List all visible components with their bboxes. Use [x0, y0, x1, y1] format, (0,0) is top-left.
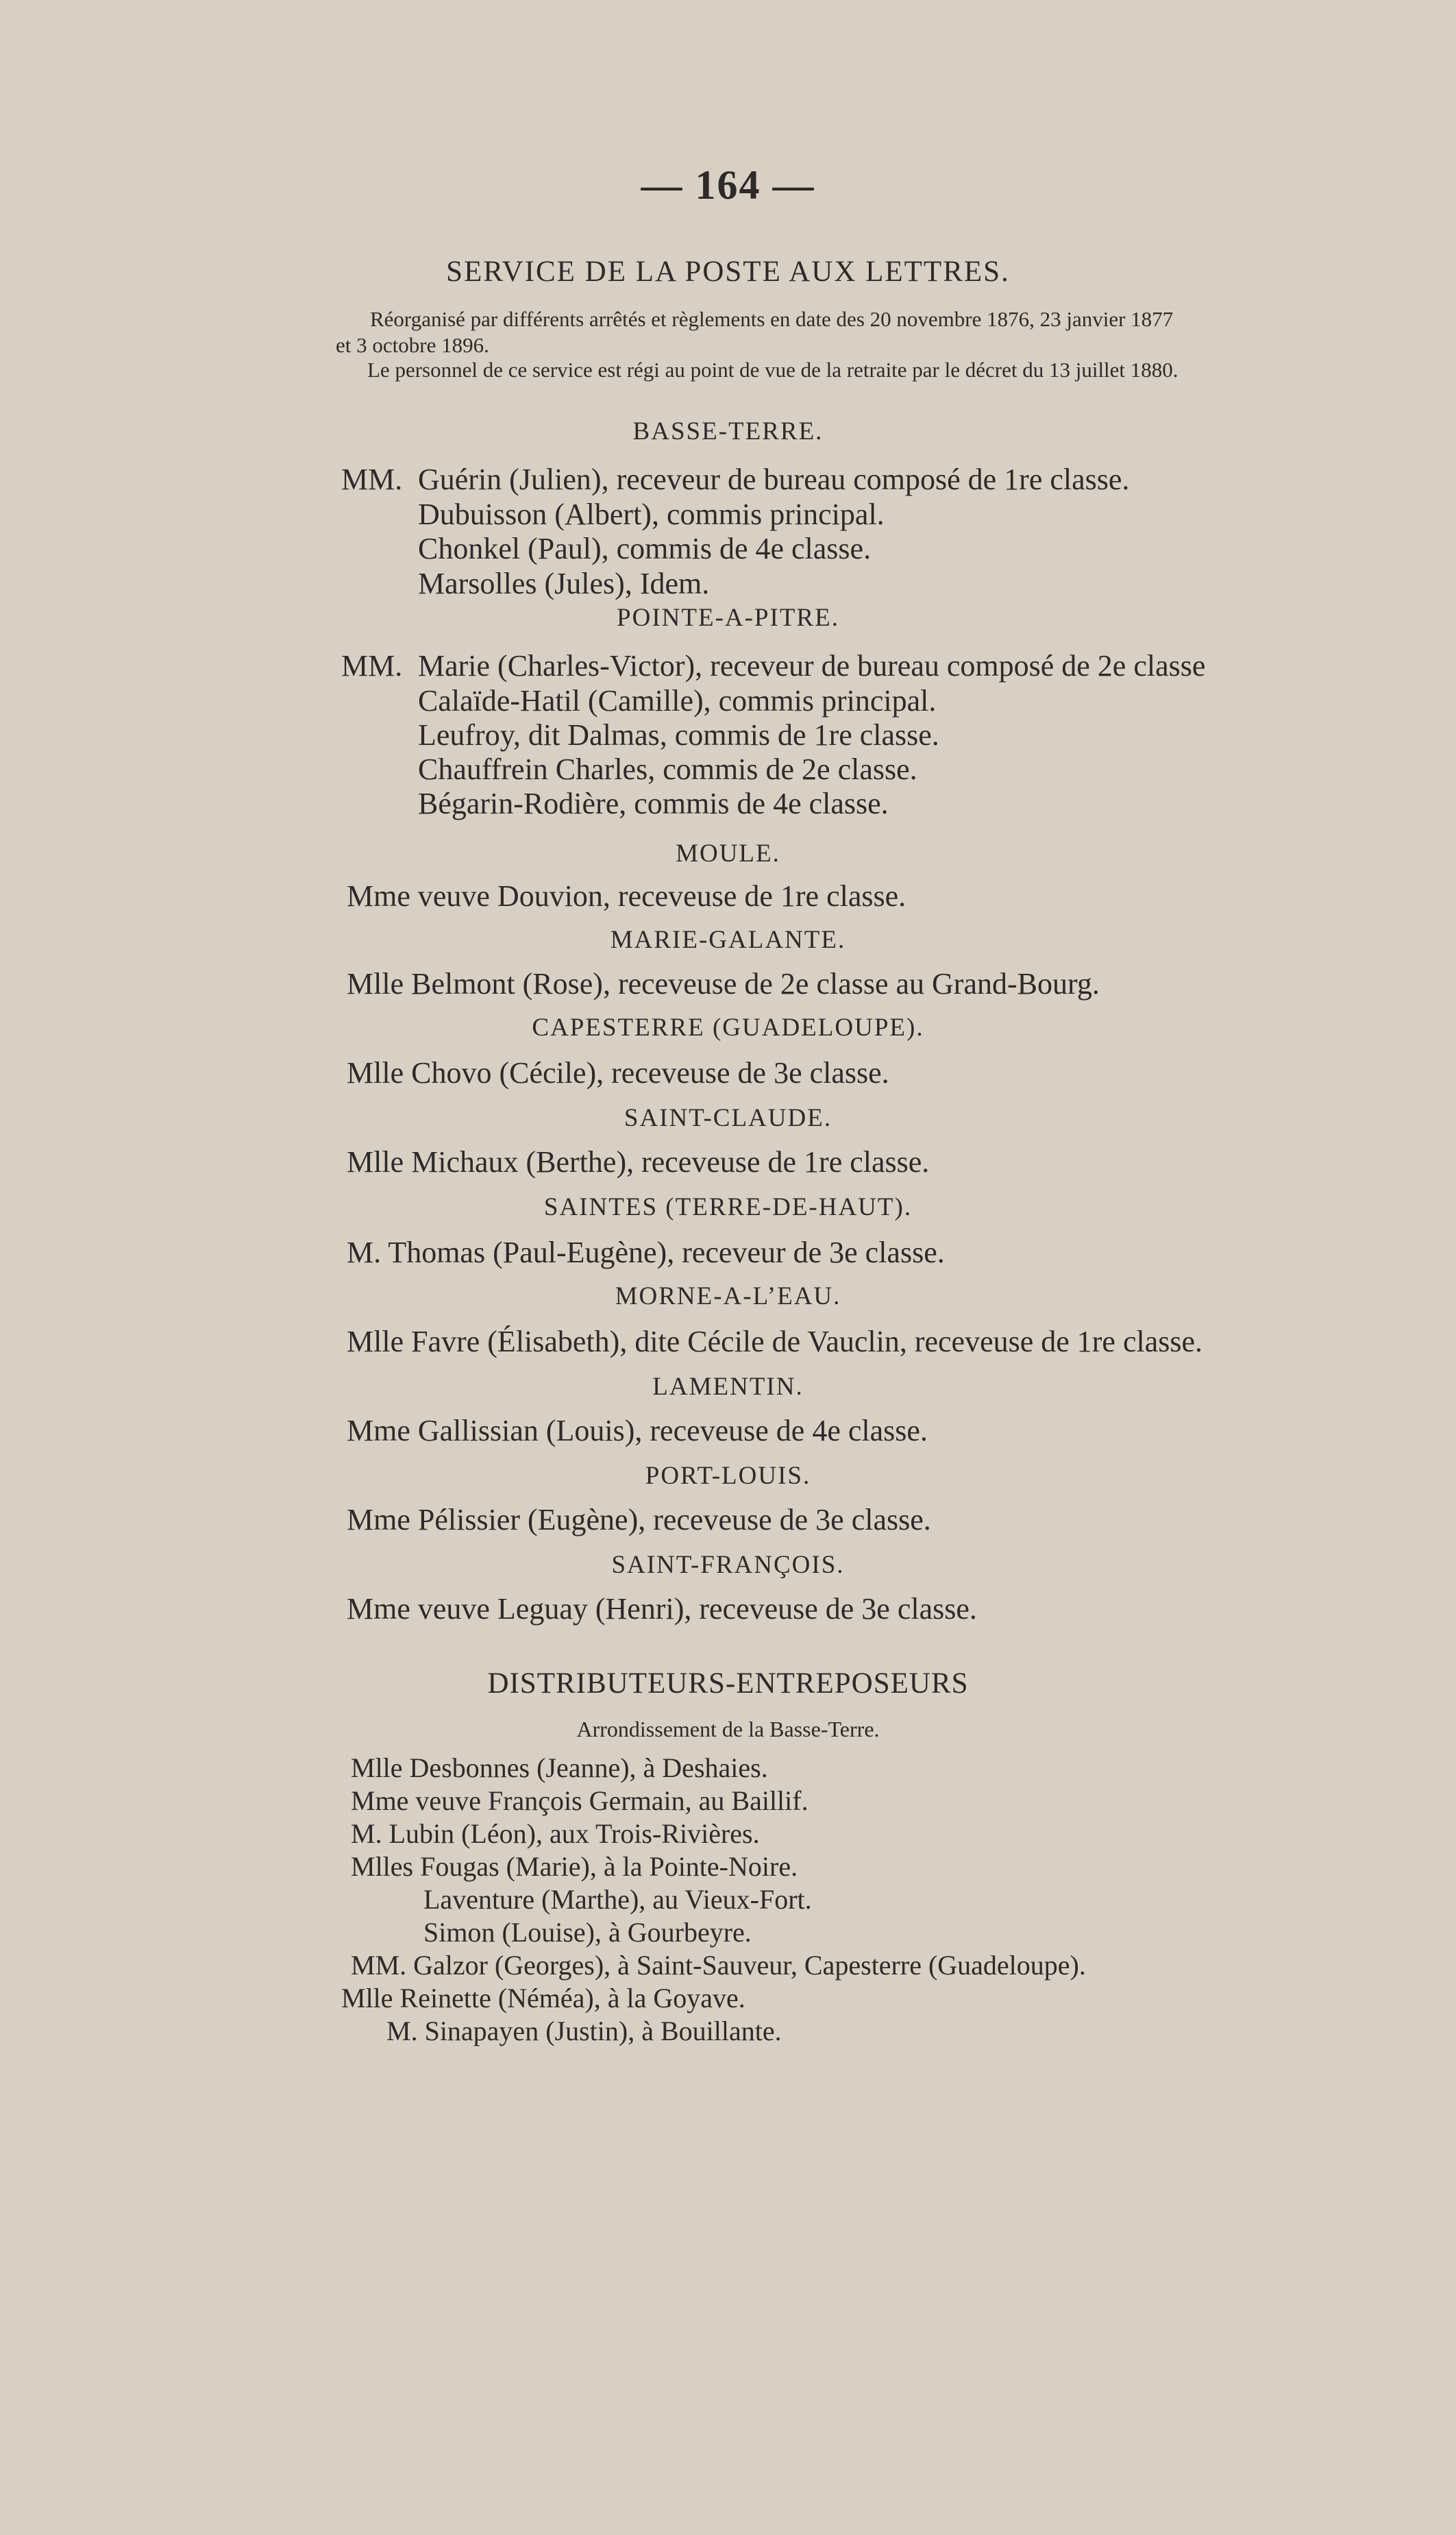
distributeur-line: Mlles Fougas (Marie), à la Pointe-Noire.: [351, 1851, 798, 1882]
entry-line: Mme Pélissier (Eugène), receveuse de 3e classe.: [347, 1503, 931, 1536]
section-saint-claude: SAINT-CLAUDE.: [624, 1104, 832, 1132]
entry-line: Mme veuve Leguay (Henri), receveuse de 3e classe.: [347, 1592, 977, 1626]
prefix-mm: MM.: [341, 649, 403, 683]
entry-line: Mlle Favre (Élisabeth), dite Cécile de Vauclin, receveuse de 1re classe.: [347, 1325, 1203, 1358]
entry-line: Chauffrein Charles, commis de 2e classe.: [418, 752, 917, 786]
section-lamentin: LAMENTIN.: [652, 1373, 804, 1401]
section-port-louis: PORT-LOUIS.: [645, 1462, 811, 1490]
entry-line: Chonkel (Paul), commis de 4e classe.: [418, 532, 872, 565]
section-saint-francois: SAINT-FRANÇOIS.: [611, 1551, 845, 1579]
distributeur-line: Laventure (Marthe), au Vieux-Fort.: [423, 1884, 812, 1915]
section-basse-terre: BASSE-TERRE.: [632, 417, 824, 445]
note-line-1: Réorganisé par différents arrêtés et règlements en date des 20 novembre 1876, 23 janvier 1877: [370, 307, 1174, 331]
distributeur-line: Mme veuve François Germain, au Baillif.: [351, 1785, 809, 1816]
entry-line: Mme veuve Douvion, receveuse de 1re classe.: [347, 879, 906, 913]
distributeur-line: M. Sinapayen (Justin), à Bouillante.: [386, 2016, 782, 2046]
section-capesterre: CAPESTERRE (GUADELOUPE).: [532, 1014, 924, 1042]
section-marie-galante: MARIE-GALANTE.: [610, 926, 846, 954]
entry-line: Leufroy, dit Dalmas, commis de 1re classe.: [418, 718, 939, 752]
entry-line: Bégarin-Rodière, commis de 4e classe.: [418, 787, 889, 820]
prefix-mm: MM.: [341, 463, 403, 496]
note-line-3: Le personnel de ce service est régi au point de vue de la retraite par le décret du 13 juillet 1880.: [367, 358, 1179, 382]
entry-line: Dubuisson (Albert), commis principal.: [418, 498, 885, 531]
entry-line: Mme Gallissian (Louis), receveuse de 4e classe.: [347, 1414, 928, 1447]
distributeur-line: Mlle Reinette (Néméa), à la Goyave.: [341, 1983, 745, 2013]
entry-line: Marie (Charles-Victor), receveur de bureau composé de 2e classe: [418, 649, 1206, 683]
distributeur-line: MM. Galzor (Georges), à Saint-Sauveur, Capesterre (Guadeloupe).: [351, 1950, 1086, 1981]
page-title: SERVICE DE LA POSTE AUX LETTRES.: [446, 256, 1010, 288]
entry-line: Calaïde-Hatil (Camille), commis principal.: [418, 684, 937, 718]
section-moule: MOULE.: [676, 840, 780, 868]
entry-line: Mlle Chovo (Cécile), receveuse de 3e classe.: [347, 1056, 889, 1090]
distributeurs-title: DISTRIBUTEURS-ENTREPOSEURS: [487, 1667, 969, 1700]
arrondissement-subtitle: Arrondissement de la Basse-Terre.: [576, 1717, 880, 1741]
distributeur-line: Mlle Desbonnes (Jeanne), à Deshaies.: [351, 1752, 768, 1783]
distributeur-line: M. Lubin (Léon), aux Trois-Rivières.: [351, 1818, 760, 1849]
distributeur-line: Simon (Louise), à Gourbeyre.: [423, 1917, 752, 1948]
entry-line: Marsolles (Jules), Idem.: [418, 567, 710, 600]
entry-line: Mlle Michaux (Berthe), receveuse de 1re classe.: [347, 1145, 930, 1179]
entry-line: M. Thomas (Paul-Eugène), receveur de 3e classe.: [347, 1236, 945, 1269]
page-number: — 164 —: [641, 162, 815, 208]
section-morne-a-l-eau: MORNE-A-L’EAU.: [615, 1282, 841, 1310]
section-pointe-a-pitre: POINTE-A-PITRE.: [617, 604, 839, 632]
section-saintes: SAINTES (TERRE-DE-HAUT).: [543, 1193, 913, 1221]
note-line-2: et 3 octobre 1896.: [336, 333, 489, 357]
entry-line: Mlle Belmont (Rose), receveuse de 2e classe au Grand-Bourg.: [347, 967, 1100, 1001]
entry-line: Guérin (Julien), receveur de bureau composé de 1re classe.: [418, 463, 1130, 496]
